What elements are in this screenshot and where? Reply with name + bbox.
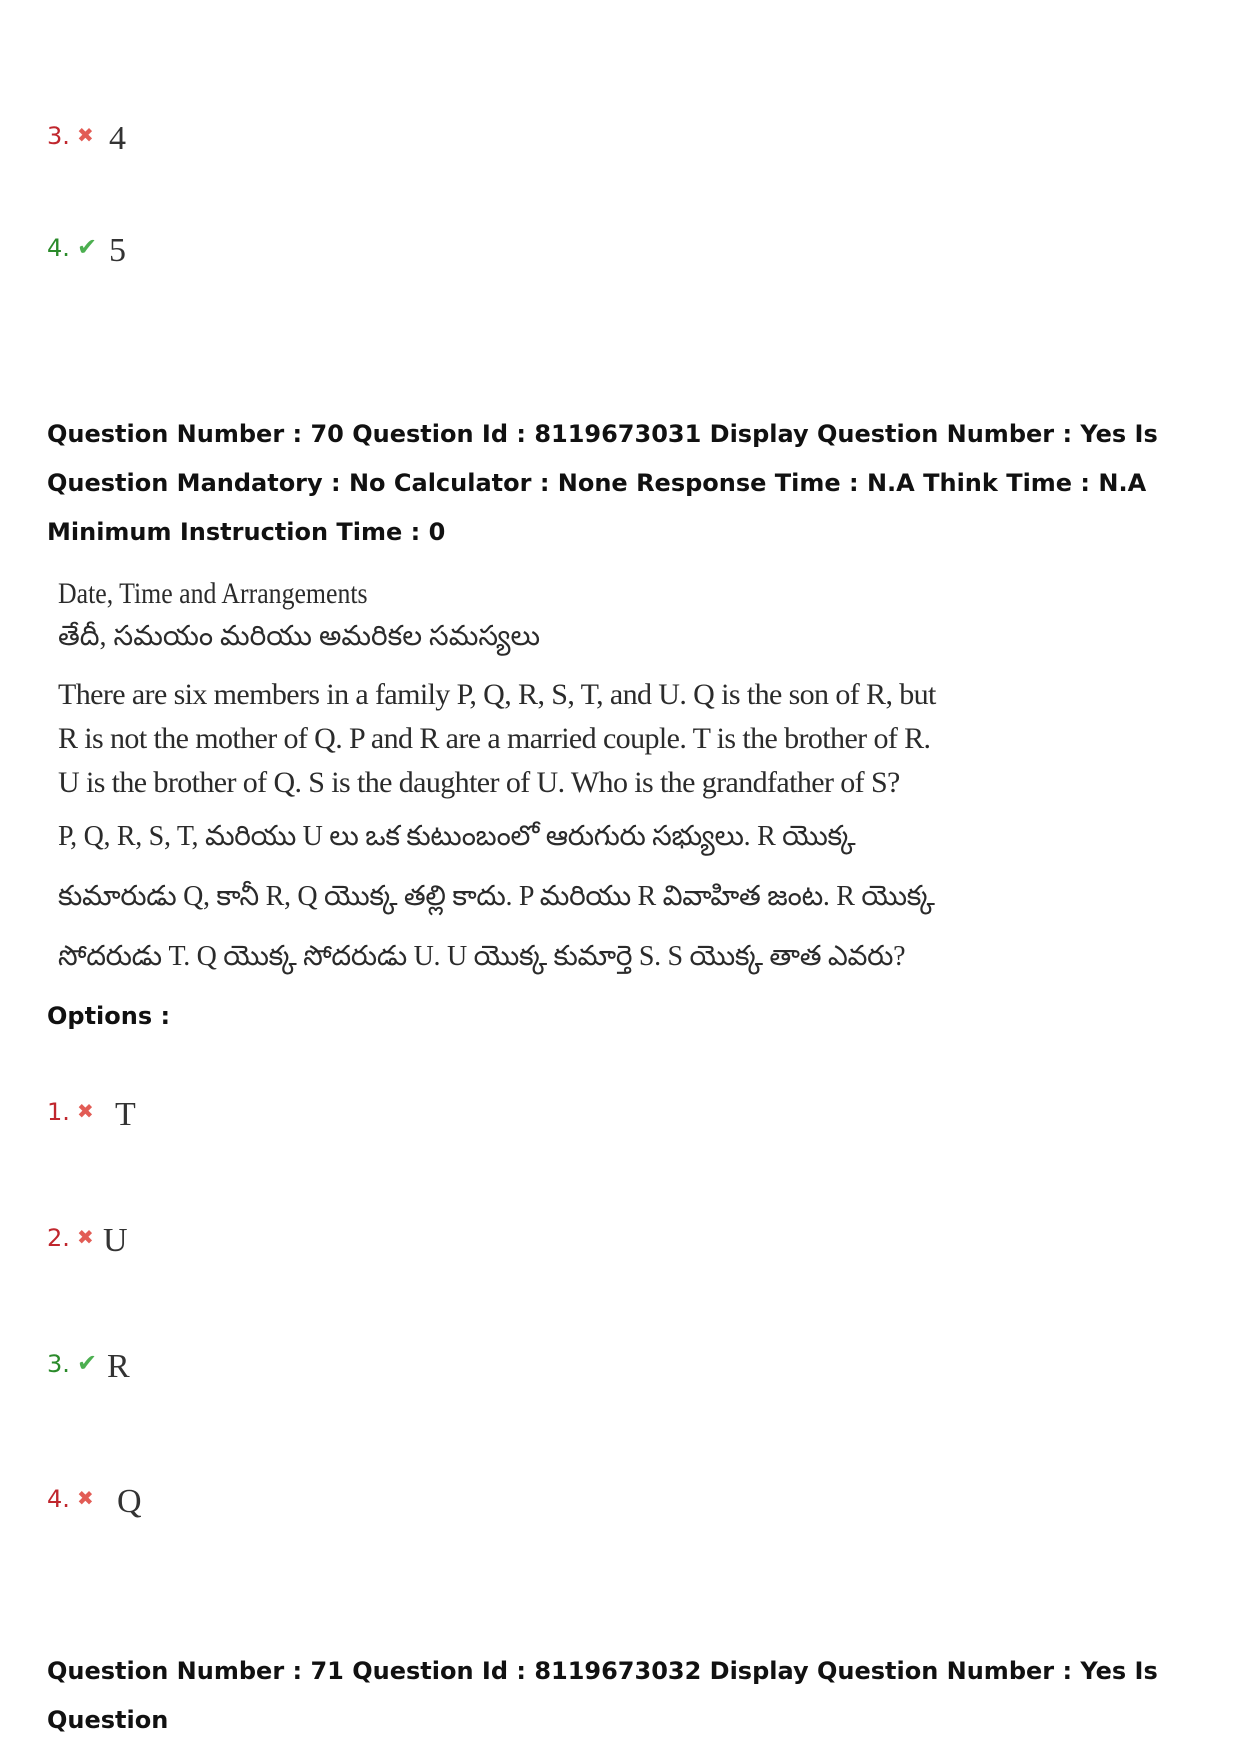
option-text: Q <box>117 1483 142 1520</box>
options-label: Options : <box>47 1002 171 1030</box>
option-number: 1. <box>47 1098 70 1126</box>
option-number: 4. <box>47 234 70 262</box>
option-number: 3. <box>47 122 70 150</box>
check-icon: ✔ <box>77 235 98 261</box>
option-number: 3. <box>47 1350 70 1378</box>
option-text: 4 <box>109 120 126 157</box>
question-meta: Question Number : 70 Question Id : 8119673031 Display Question Number : Yes Is Question Mandatory : No Calculator : None Response Time : N.A Think Time : N.A Minimum Instruction Time : 0 <box>47 420 1158 546</box>
cross-icon: ✖ <box>77 1227 94 1249</box>
option-text: R <box>107 1348 130 1385</box>
option-row <box>47 1098 136 1132</box>
option-row <box>47 1485 142 1519</box>
option-row <box>47 234 126 268</box>
question-content <box>58 573 938 987</box>
option-number: 2. <box>47 1224 70 1252</box>
option-number: 4. <box>47 1485 70 1513</box>
check-icon: ✔ <box>77 1351 98 1377</box>
question-text: There are six members in a family P, Q, R, S, T, and U. Q is the son of R, but R is not the mother of Q. P and R are a married couple. T is the brother of R. U is the brother of Q. S is the daughter of U. Who is the grandfather of S? <box>58 678 936 799</box>
option-text: 5 <box>109 232 126 269</box>
option-row <box>47 122 126 156</box>
option-row <box>47 1224 128 1258</box>
cross-icon: ✖ <box>77 1101 94 1123</box>
question-topic-telugu: తేదీ, సమయం మరియు అమరికల సమస్యలు <box>58 621 541 652</box>
option-text: T <box>115 1096 136 1133</box>
cross-icon: ✖ <box>77 125 94 147</box>
cross-icon: ✖ <box>77 1488 94 1510</box>
question-topic: Date, Time and Arrangements <box>58 577 368 610</box>
question-meta: Question Number : 71 Question Id : 8119673032 Display Question Number : Yes Is Question <box>47 1657 1158 1734</box>
option-row <box>47 1350 130 1384</box>
option-text: U <box>103 1222 128 1259</box>
question-text-telugu: P, Q, R, S, T, మరియు U లు ఒక కుటుంబంలో ఆరుగురు సభ్యులు. R యొక్క కుమారుడు Q, కానీ R, Q యొక్క తల్లి కాదు. P మరియు R వివాహిత జంట. R యొక్క సోదరుడు T. Q యొక్క సోదరుడు U. U యొక్క కుమార్తె S. S యొక్క తాత ఎవరు? <box>58 821 935 972</box>
